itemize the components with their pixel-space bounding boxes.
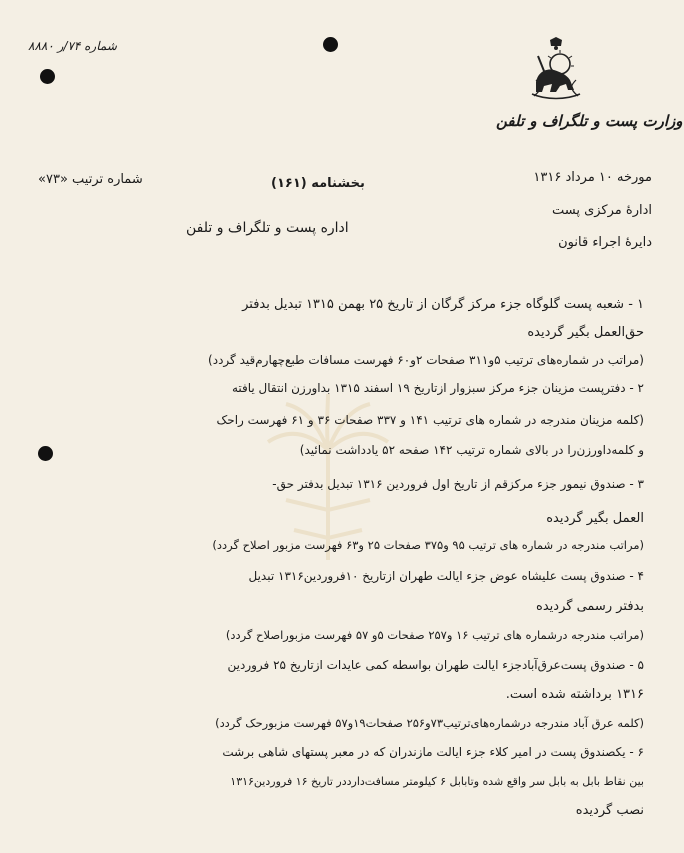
body-line-16: ۶ - یکصندوق پست در امیر کلاء جزء ایالت مازندران که در معبر پستهای شاهی برشت: [222, 745, 644, 759]
body-line-3: (مراتب در شماره‌های ترتیب ۵و۳۱۱ صفحات ۲و۶۰ فهرست مسافات طبع‌چهارم‌قید گردد): [208, 353, 644, 367]
body-line-15: (کلمه عرق آباد مندرجه درشماره‌های‌ترتیب۷۳و۲۵۶ صفحات۱۹و۵۷ فهرست مزبورحک گردد): [215, 716, 644, 730]
body-line-17: بین نقاط بابل به بابل سر واقع شده وتابابل ۶ کیلومتر مسافت‌دارددر تاریخ ۱۶ فروردین۱۳۱۶: [230, 775, 644, 788]
department-line: دایرهٔ اجراء قانون: [558, 235, 652, 250]
body-line-7: ۳ - صندوق نیمور جزء مرکزقم از تاریخ اول فروردین ۱۳۱۶ تبدیل بدفتر حق-: [272, 477, 644, 491]
punch-hole-top: [323, 37, 338, 52]
body-line-11: بدفتر رسمی گردیده: [536, 599, 644, 614]
body-line-9: (مراتب مندرجه در شماره های ترتیب ۹۵ و۳۷۵ صفحات ۲۵ و۶۳ فهرست مزبور اصلاح گردد): [212, 538, 644, 552]
body-line-18: نصب گردیده: [575, 803, 644, 818]
body-line-5: (کلمه مزینان مندرجه در شماره های ترتیب ۱۴۱ و ۳۳۷ صفحات ۳۶ و ۶۱ فهرست راحک: [216, 413, 644, 427]
body-line-4: ۲ - دفترپست مزینان جزء مرکز سبزوار ازتاریخ ۱۹ اسفند ۱۳۱۵ بداورزن انتقال یافته: [231, 381, 644, 395]
body-line-13: ۵ - صندوق پست‌عرق‌آبادجزء ایالت طهران بواسطه کمی عایدات ازتاریخ ۲۵ فروردین: [227, 658, 644, 672]
body-line-12: (مراتب مندرجه درشماره های ترتیب ۱۶ و۲۵۷ صفحات ۵و ۵۷ فهرست مزبوراصلاح گردد): [225, 628, 644, 642]
punch-hole-left-bottom: [38, 446, 53, 461]
punch-hole-left-top: [40, 69, 55, 84]
ministry-name: وزارت پست و تلگراف و تلفن: [496, 112, 683, 130]
document-number: شماره ۷۴/ر ۸۸۸۰: [28, 39, 117, 53]
sequence-number: شماره ترتیب «۷۳»: [38, 172, 143, 187]
addressee: اداره پست و تلگراف و تلفن: [186, 220, 349, 236]
circular-title: بخشنامه (۱۶۱): [271, 176, 365, 191]
body-line-6: و کلمه‌داورزن‌را در بالای شماره ترتیب ۱۴۲ صفحه ۵۲ یادداشت نمائید): [299, 443, 644, 457]
lion-and-sun-emblem: [526, 36, 586, 102]
office-line: ادارهٔ مرکزی پست: [551, 203, 652, 218]
body-line-14: ۱۳۱۶ برداشته شده است.: [505, 687, 644, 702]
body-line-8: العمل بگیر گردیده: [546, 511, 644, 526]
body-line-2: حق‌العمل بگیر گردیده: [527, 325, 644, 340]
date-line: مورخه ۱۰ مرداد ۱۳۱۶: [533, 170, 652, 185]
body-line-1: ۱ - شعبه پست گلوگاه جزء مرکز گرگان از تاریخ ۲۵ بهمن ۱۳۱۵ تبدیل بدفتر: [242, 297, 644, 312]
body-line-10: ۴ - صندوق پست علیشاه عوض جزء ایالت طهران ازتاریخ ۱۰فروردین۱۳۱۶ تبدیل: [248, 569, 644, 583]
